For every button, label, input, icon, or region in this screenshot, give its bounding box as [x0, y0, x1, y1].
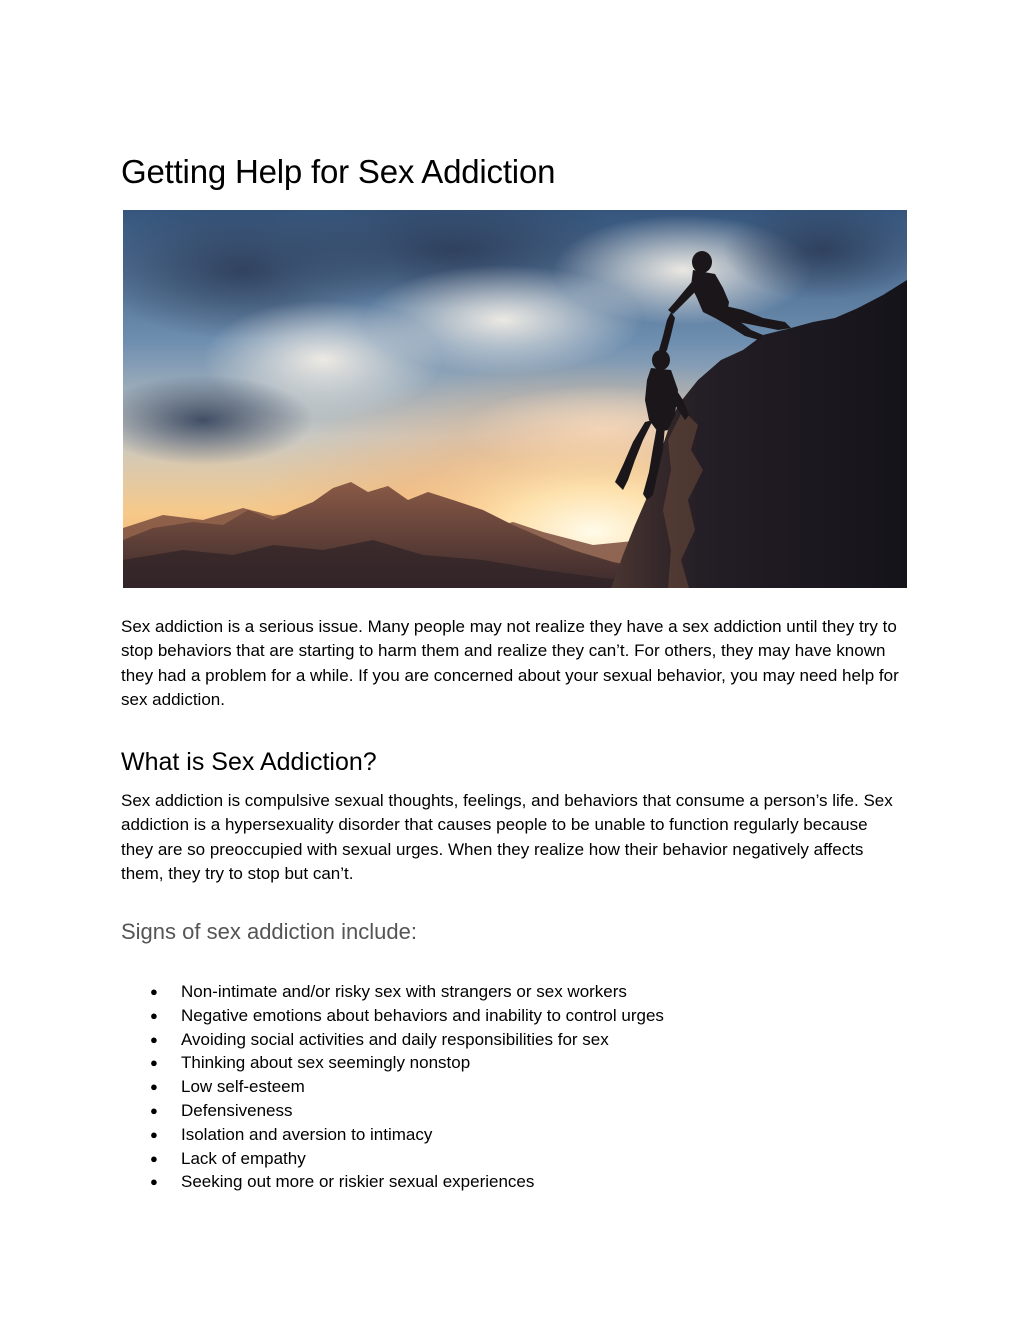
list-item-text: Non-intimate and/or risky sex with strangers or sex workers: [181, 982, 627, 1001]
list-item: [150, 1123, 664, 1147]
section-heading: What is Sex Addiction?: [121, 748, 377, 776]
list-item-text: Negative emotions about behaviors and inability to control urges: [181, 1005, 664, 1025]
signs-list: [150, 980, 664, 1194]
list-item-text: Avoiding social activities and daily responsibilities for sex: [181, 1029, 609, 1049]
list-item-text: Low self-esteem: [181, 1077, 305, 1097]
list-item: [150, 1075, 664, 1099]
bullet-icon: ●: [150, 1055, 158, 1071]
list-item-text: Thinking about sex seemingly nonstop: [181, 1053, 471, 1073]
list-item-text: Seeking out more or riskier sexual experiences: [181, 1172, 535, 1192]
list-item: [150, 1099, 664, 1123]
bullet-icon: ●: [150, 1102, 158, 1118]
list-item-text: Lack of empathy: [181, 1148, 306, 1168]
bullet-icon: ●: [150, 1031, 158, 1047]
intro-paragraph: Sex addiction is a serious issue. Many people may not realize they have a sex addiction until they try to stop behaviors that are starting to harm them and realize they can’t. For others, they may have known they had a problem for a while. If you are concerned about your sexual behavior, you may need help for sex addiction.: [121, 617, 899, 709]
list-item: [150, 1004, 664, 1028]
climbers-helping-image: [123, 210, 907, 588]
list-item: [150, 980, 664, 1004]
bullet-icon: ●: [150, 1007, 158, 1023]
list-item: [150, 1170, 664, 1194]
signs-heading: Signs of sex addiction include:: [121, 919, 417, 944]
bullet-icon: ●: [150, 1126, 158, 1142]
list-item: [150, 1147, 664, 1171]
list-item-text: Defensiveness: [181, 1100, 293, 1120]
page-title: Getting Help for Sex Addiction: [121, 153, 556, 190]
bullet-icon: ●: [150, 1150, 158, 1166]
definition-paragraph: Sex addiction is compulsive sexual thoughts, feelings, and behaviors that consume a person’s life. Sex addiction is a hypersexuality disorder that causes people to be unable to function regularly because they are so preoccupied with sexual urges. When they realize how their behavior negatively affects them, they try to stop but can’t.: [121, 791, 893, 883]
bullet-icon: ●: [150, 1174, 158, 1190]
bullet-icon: ●: [150, 984, 158, 999]
hero-image: [123, 210, 907, 588]
list-item: [150, 1051, 664, 1075]
list-item: [150, 1028, 664, 1052]
bullet-icon: ●: [150, 1079, 158, 1095]
list-item-text: Isolation and aversion to intimacy: [181, 1124, 433, 1144]
